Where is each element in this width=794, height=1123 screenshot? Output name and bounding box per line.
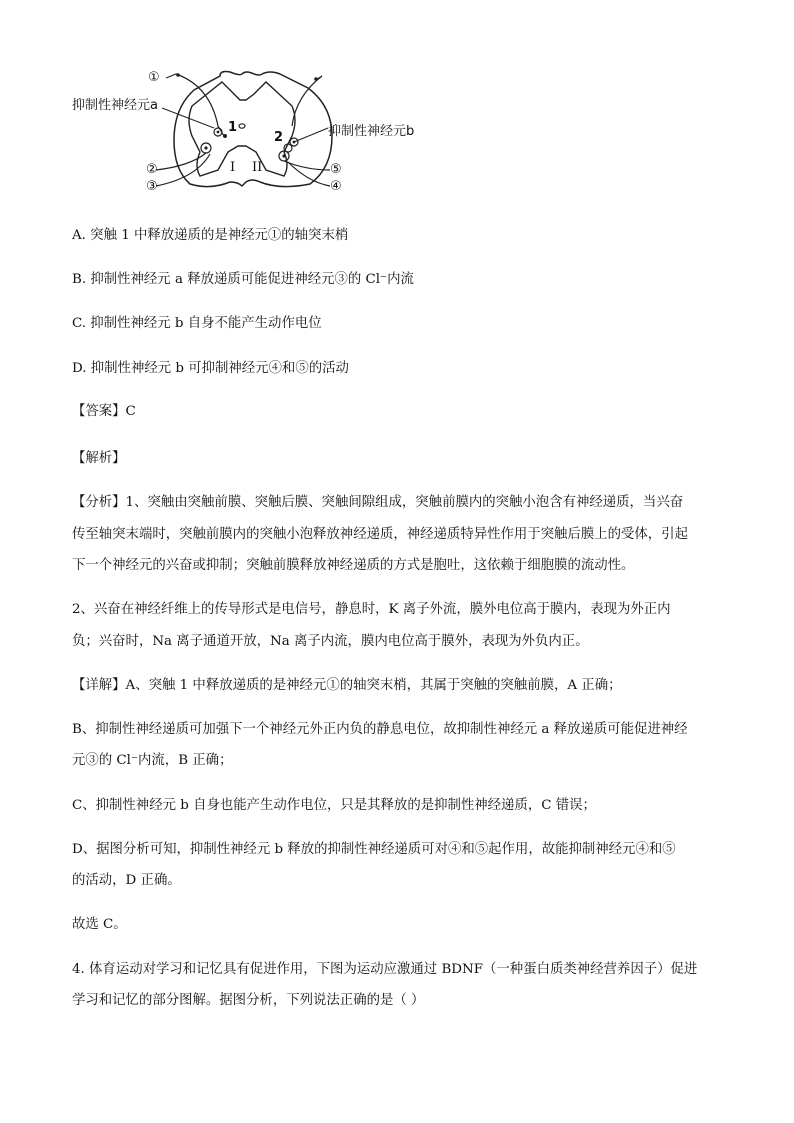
region-I-label: I — [230, 160, 236, 175]
option-c: C. 抑制性神经元 b 自身不能产生动作电位 — [72, 316, 322, 331]
spinal-cord-figure — [70, 66, 430, 200]
inhibitory-neuron-b-label: 抑制性神经元b — [328, 124, 415, 139]
marker-5: ⑤ — [330, 162, 342, 177]
inhibitory-neuron-a-label: 抑制性神经元a — [72, 98, 158, 113]
answer: 【答案】C — [72, 404, 136, 419]
marker-3: ③ — [146, 179, 158, 194]
analysis-line-1: 【分析】1、突触由突触前膜、突触后膜、突触间隙组成，突触前膜内的突触小泡含有神经递质，当兴奋 — [72, 495, 684, 510]
synapse-2-label: 2 — [274, 130, 284, 145]
detail-line-5: D、据图分析可知，抑制性神经元 b 释放的抑制性神经递质可对④和⑤起作用，故能抑制神经元④和⑤ — [72, 842, 676, 857]
synapse-1-label: 1 — [228, 120, 238, 135]
detail-line-2: B、抑制性神经递质可加强下一个神经元外正内负的静息电位，故抑制性神经元 a 释放递质可能促进神经 — [72, 722, 688, 737]
analysis-line-3: 下一个神经元的兴奋或抑制；突触前膜释放神经递质的方式是胞吐，这依赖于细胞膜的流动性。 — [72, 558, 635, 573]
detail-line-3: 元③的 Cl⁻内流，B 正确； — [72, 753, 233, 768]
next-question-line-1: 4. 体育运动对学习和记忆具有促进作用，下图为运动应激通过 BDNF（一种蛋白质类神经营养因子）促进 — [72, 962, 698, 977]
option-b: B. 抑制性神经元 a 释放递质可能促进神经元③的 Cl⁻内流 — [72, 272, 414, 287]
analysis-line-2: 传至轴突末端时，突触前膜内的突触小泡释放神经递质，神经递质特异性作用于突触后膜上的受体，引起 — [72, 527, 688, 542]
marker-1: ① — [148, 70, 160, 85]
option-d: D. 抑制性神经元 b 可抑制神经元④和⑤的活动 — [72, 361, 349, 376]
analysis-title: 【解析】 — [72, 451, 126, 466]
option-a: A. 突触 1 中释放递质的是神经元①的轴突末梢 — [72, 228, 349, 243]
marker-4: ④ — [330, 179, 342, 194]
detail-line-4: C、抑制性神经元 b 自身也能产生动作电位，只是其释放的是抑制性神经递质，C 错误； — [72, 798, 596, 813]
next-question-line-2: 学习和记忆的部分图解。据图分析，下列说法正确的是（ ） — [72, 993, 425, 1008]
conclusion: 故选 C。 — [72, 917, 127, 932]
marker-2: ② — [146, 162, 158, 177]
analysis-line-4: 2、兴奋在神经纤维上的传导形式是电信号，静息时，K 离子外流，膜外电位高于膜内，表现为外正内 — [72, 602, 671, 617]
detail-line-6: 的活动，D 正确。 — [72, 873, 181, 888]
region-II-label: II — [252, 160, 263, 175]
analysis-line-5: 负；兴奋时，Na 离子通道开放，Na 离子内流，膜内电位高于膜外，表现为外负内正。 — [72, 634, 589, 649]
detail-line-1: 【详解】A、突触 1 中释放递质的是神经元①的轴突末梢，其属于突触的突触前膜，A 正确； — [72, 678, 622, 693]
